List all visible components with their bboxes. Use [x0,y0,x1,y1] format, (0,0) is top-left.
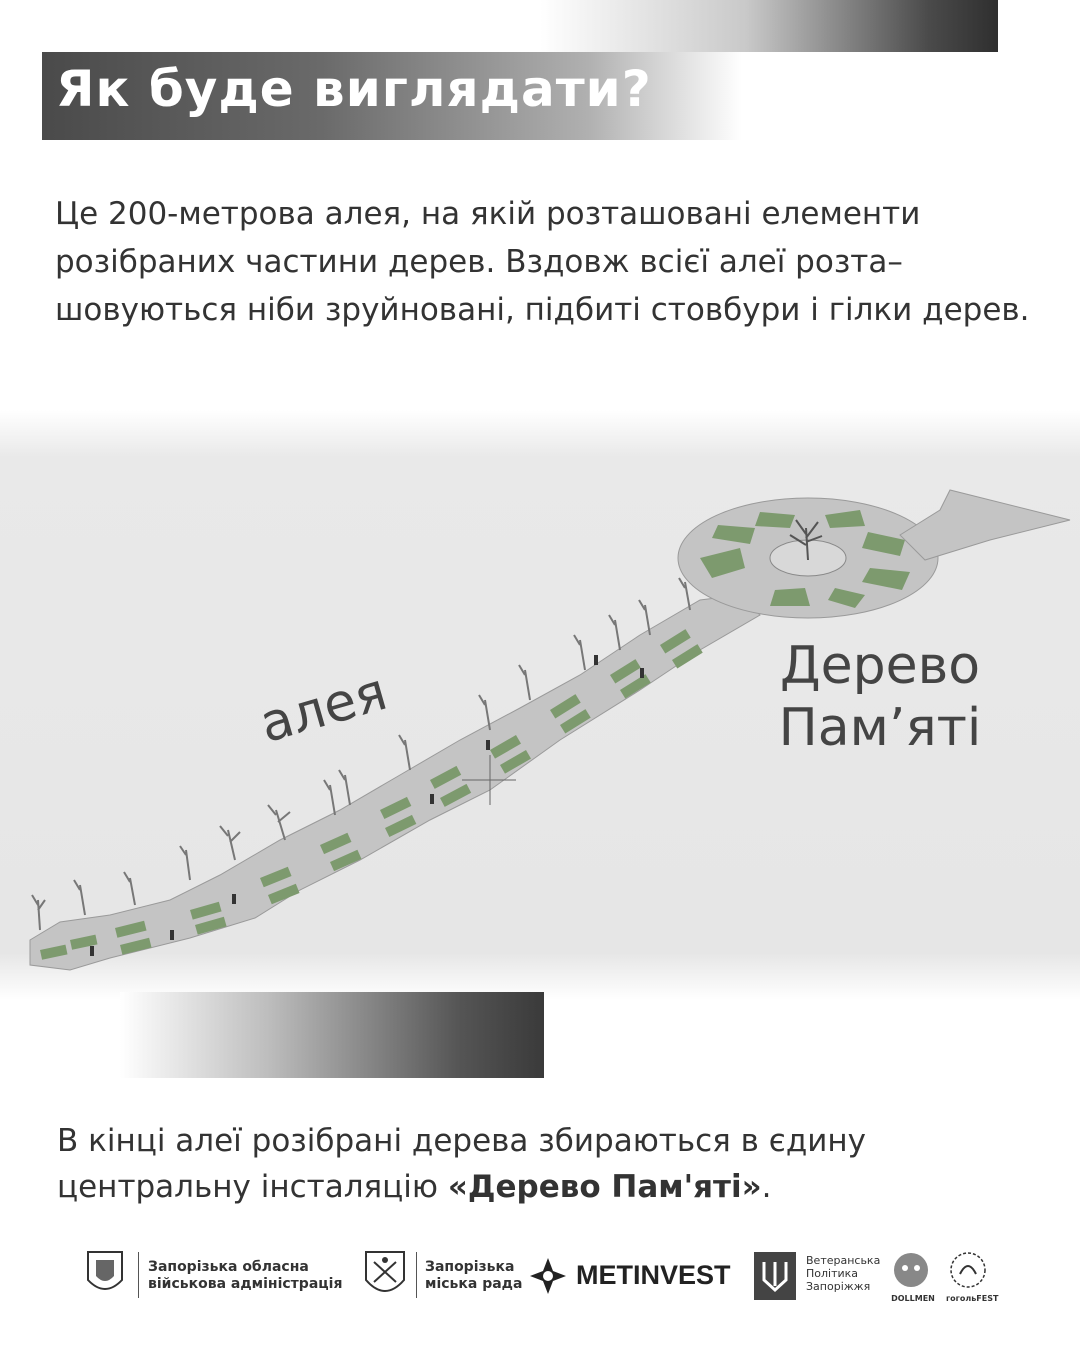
hoholfest-emblem-icon [946,1250,990,1290]
outro-text: В кінці алеї розібрані дерева збираються в єдину центральну інсталяцію [57,1123,867,1205]
zoda-coat-of-arms-icon [82,1240,132,1310]
dollmen-label: DOLLMEN [891,1294,935,1303]
city-coat-of-arms-icon [362,1240,412,1310]
vet-line3: Запоріжжя [806,1280,871,1293]
bottom-gradient-bar [120,992,544,1078]
alley-label: алея [253,661,394,755]
top-gradient-bar [540,0,998,52]
metinvest-star-icon [528,1240,568,1310]
dollmen-logo [890,1240,936,1310]
exit-road-arrow [900,490,1070,560]
vet-line2: Політика [806,1267,859,1280]
zoda-line2: військова адміністрація [148,1276,343,1292]
divider [416,1252,417,1298]
city-line2: міська рада [425,1276,523,1292]
tree-label-line2: Пам’яті [778,698,982,758]
tree-label-line1: Дерево [779,636,981,696]
intro-paragraph: Це 200-метрова алея, на якій розташовані елементи розібраних частини дерев. Вздовж всієї алеї розта–шовуються ніби зруйновані, підбиті стовбури і гілки дерев. [55,196,1030,328]
dollmen-mask-icon [890,1250,932,1290]
veteran-policy-name [806,1254,880,1324]
alley-path [30,595,760,970]
hoholfest-logo [946,1240,998,1310]
outro-paragraph [57,1118,1037,1210]
outro-end: . [761,1169,772,1205]
city-line1: Запорізька [425,1259,515,1275]
city-council-name [425,1259,522,1329]
vet-line1: Ветеранська [806,1254,881,1267]
alley-rendering [0,410,1080,1000]
page-title: Як буде виглядати? [56,60,652,118]
bare-trees [32,565,740,930]
partner-logos [0,1240,1080,1310]
tree-of-memory-label [730,635,1030,759]
hoholfest-label: гогольFEST [946,1294,999,1303]
zoda-line1: Запорізька обласна [148,1259,309,1275]
divider [138,1252,139,1298]
metinvest-wordmark: METINVEST [576,1260,731,1290]
outro-highlight: «Дерево Пам'яті» [447,1169,762,1205]
trident-icon [754,1240,794,1310]
zoda-name [148,1259,342,1329]
